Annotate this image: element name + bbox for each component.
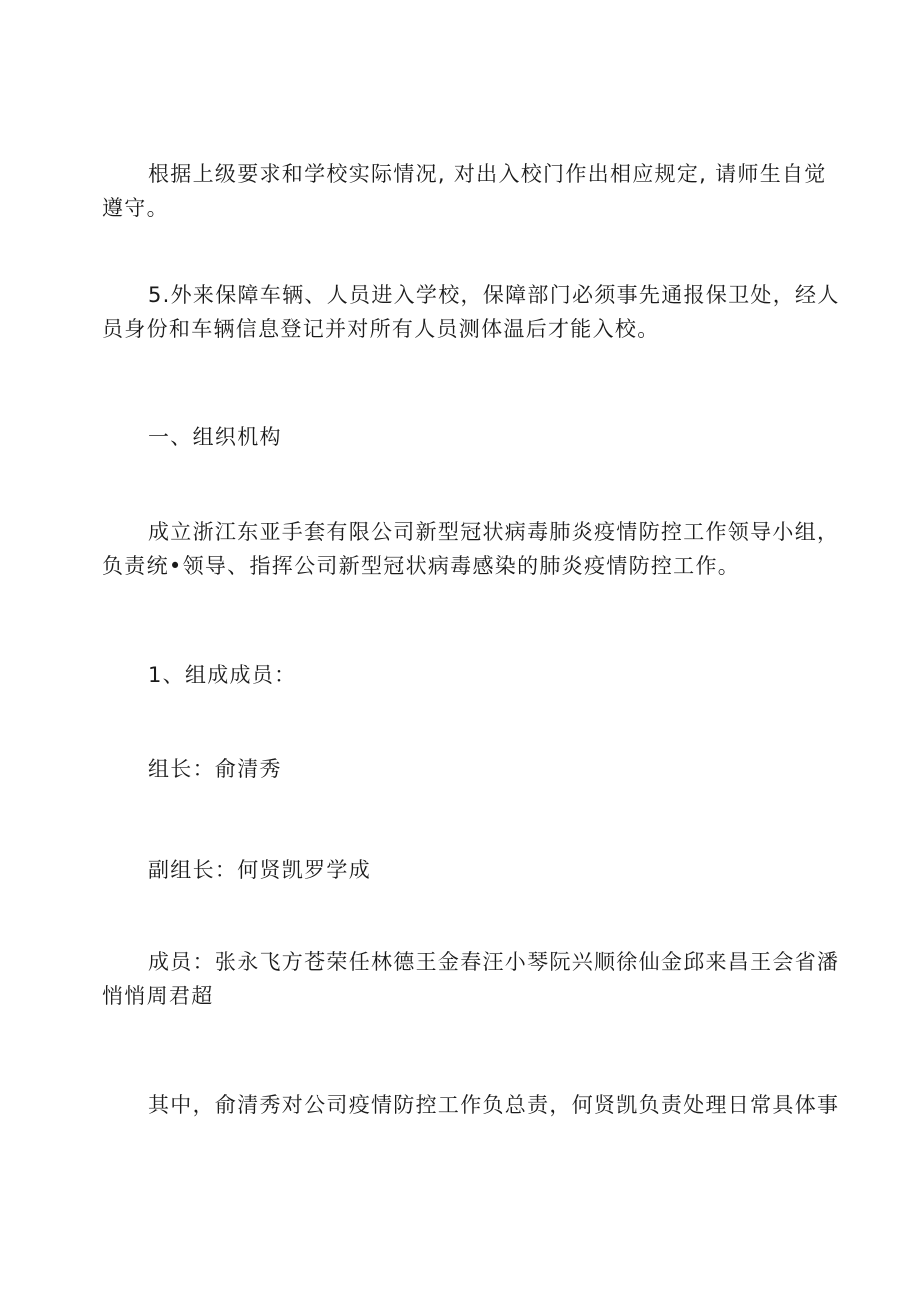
paragraph-line: 组长：俞清秀 bbox=[148, 757, 282, 781]
paragraph-line: 遵守。 bbox=[102, 196, 169, 220]
paragraph-external-vehicles bbox=[102, 278, 840, 346]
paragraph-leading-group bbox=[102, 515, 840, 583]
paragraph-line: 根据上级要求和学校实际情况, 对出入校门作出相应规定, 请师生自觉 bbox=[148, 162, 827, 186]
paragraph-member-list bbox=[102, 945, 840, 1013]
paragraph-line: 员身份和车辆信息登记并对所有人员测体温后才能入校。 bbox=[102, 317, 660, 341]
paragraph-line: 5.外来保障车辆、人员进入学校，保障部门必须事先通报保卫处，经人 bbox=[148, 283, 840, 307]
paragraph-line: 1、组成成员： bbox=[148, 663, 297, 687]
paragraph-school-gate-rules bbox=[102, 157, 827, 225]
paragraph-group-leader bbox=[102, 752, 822, 786]
paragraph-line: 一、组织机构 bbox=[148, 425, 282, 449]
paragraph-line: 成立浙江东亚手套有限公司新型冠状病毒肺炎疫情防控工作领导小组， bbox=[148, 520, 840, 544]
paragraph-line: 悄悄周君超 bbox=[102, 984, 214, 1008]
paragraph-line: 成员：张永飞方苍荣任林德王金春汪小琴阮兴顺徐仙金邱来昌王会省潘 bbox=[148, 950, 840, 974]
paragraph-line: 副组长：何贤凯罗学成 bbox=[148, 858, 371, 882]
paragraph-line: 其中，俞清秀对公司疫情防控工作负总责，何贤凯负责处理日常具体事 bbox=[148, 1093, 840, 1117]
paragraph-deputy-leader bbox=[102, 853, 822, 887]
paragraph-responsibilities bbox=[102, 1088, 840, 1122]
subheading-members bbox=[102, 658, 822, 692]
section-heading-organization bbox=[102, 420, 822, 454]
paragraph-line: 负责统•领导、指挥公司新型冠状病毒感染的肺炎疫情防控工作。 bbox=[102, 554, 741, 578]
